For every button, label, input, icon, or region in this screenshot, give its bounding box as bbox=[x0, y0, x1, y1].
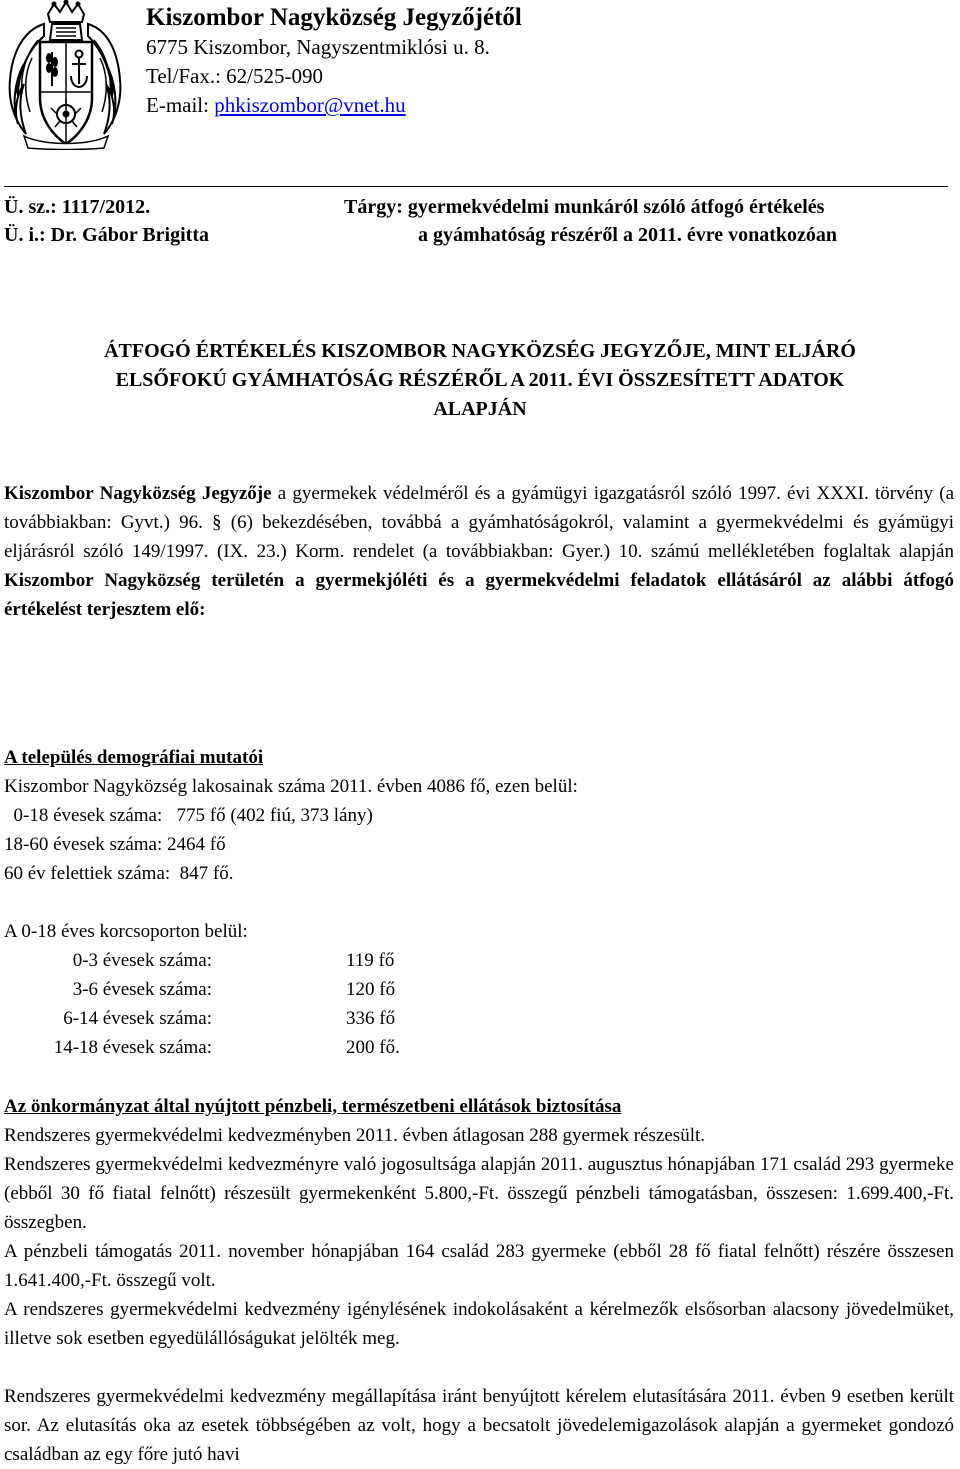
benefits-heading: Az önkormányzat által nyújtott pénzbeli, természetbeni ellátások biztosítása bbox=[4, 1096, 622, 1117]
age-18-60-line: 18-60 évesek száma: 2464 fő bbox=[4, 834, 226, 855]
intro-text: a gyermekek védelméről és a gyámügyi igazgatásról szóló 1997. évi XXXI. törvény (a továbbiakban: Gyvt.) 96. § (6) bekezdésében, továbbá a gyámhatóságokról, valamint a gyermekvédelmi és gyámügyi eljárásról szóló 149/1997. (IX. 23.) Korm. rendelet (a továbbiakban: Gyer.) 10. számú mellékletében foglaltak alapján bbox=[4, 483, 954, 562]
email-label: E-mail: bbox=[146, 93, 215, 117]
title-line-2: ELSŐFOKÚ GYÁMHATÓSÁG RÉSZÉRŐL A 2011. ÉVI ÖSSZESÍTETT ADATOK bbox=[115, 369, 845, 391]
population-line: Kiszombor Nagyközség lakosainak száma 2011. évben 4086 fő, ezen belül: bbox=[4, 776, 578, 797]
subgroup-value: 336 fő bbox=[346, 1008, 396, 1029]
subgroup-value: 120 fő bbox=[346, 979, 396, 1000]
rejection-paragraph: Rendszeres gyermekvédelmi kedvezmény megállapítása iránt benyújtott kérelem elutasítására 2011. évben 9 esetben került sor. Az elutasítás oka az esetek többségében az volt, hogy a becsatolt jövedelemigazolások alapján a gyermeket gondozó családban az egy főre jutó havi bbox=[4, 1386, 954, 1465]
benefits-paragraph-2: Rendszeres gyermekvédelmi kedvezményre való jogosultsága alapján 2011. augusztus hónapjában 171 család 293 gyermeke (ebből 30 fő fiatal felnőtt) részesült gyermekenként 5.800,-Ft. összegű pénzbeli támogatásban, összesen: 1.699.400,-Ft. összegben. bbox=[4, 1154, 954, 1233]
document-title bbox=[0, 337, 960, 424]
case-handler: Ü. i.: Dr. Gábor Brigitta bbox=[4, 224, 209, 246]
intro-paragraph bbox=[4, 479, 954, 624]
intro-bold-end: Kiszombor Nagyközség területén a gyermekjóléti és a gyermekvédelmi feladatok ellátásáról az alábbi átfogó értékelést terjesztem elő: bbox=[4, 570, 954, 620]
reference-number: Ü. sz.: 1117/2012. bbox=[4, 196, 151, 218]
subgroup-value: 119 fő bbox=[346, 950, 395, 971]
benefits-paragraph-1: Rendszeres gyermekvédelmi kedvezményben 2011. évben átlagosan 288 gyermek részesült. bbox=[4, 1125, 705, 1146]
letterhead bbox=[146, 3, 522, 120]
title-line-1: ÁTFOGÓ ÉRTÉKELÉS KISZOMBOR NAGYKÖZSÉG JEGYZŐJE, MINT ELJÁRÓ bbox=[104, 340, 856, 362]
subject-line-2: a gyámhatóság részéről a 2011. évre vonatkozóan bbox=[418, 224, 838, 246]
coat-of-arms-icon bbox=[4, 0, 122, 150]
benefits-paragraph-3: A pénzbeli támogatás 2011. november hónapjában 164 család 283 gyermeke (ebből 28 fő fiatal felnőtt) részére összesen 1.641.400,-Ft. összegű volt. bbox=[4, 1241, 954, 1291]
subgroup-label: 6-14 évesek száma: bbox=[63, 1008, 212, 1029]
office-name: Kiszombor Nagyközség Jegyzőjétől bbox=[146, 4, 522, 31]
benefits-paragraph-4: A rendszeres gyermekvédelmi kedvezmény igénylésének indokolásaként a kérelmezők elsősorban alacsony jövedelmüket, illetve sok esetben egyedülállóságukat jelölték meg. bbox=[4, 1299, 954, 1349]
office-phone: Tel/Fax.: 62/525-090 bbox=[146, 64, 324, 88]
age-60-line: 60 év felettiek száma: 847 fő. bbox=[4, 863, 234, 884]
subject-line-1: Tárgy: gyermekvédelmi munkáról szóló átfogó értékelés bbox=[344, 196, 825, 218]
benefits-section bbox=[4, 1121, 954, 1353]
subgroup-intro: A 0-18 éves korcsoporton belül: bbox=[4, 921, 248, 942]
subgroup-label: 14-18 évesek száma: bbox=[53, 1037, 212, 1058]
age-0-18-line: 0-18 évesek száma: 775 fő (402 fiú, 373 lány) bbox=[4, 805, 373, 826]
title-line-3: ALAPJÁN bbox=[433, 398, 527, 420]
email-link[interactable]: phkiszombor@vnet.hu bbox=[214, 93, 406, 117]
header-divider bbox=[4, 186, 948, 187]
intro-bold-start: Kiszombor Nagyközség Jegyzője bbox=[4, 483, 272, 504]
subgroup-label: 3-6 évesek száma: bbox=[72, 979, 212, 1000]
office-email-line bbox=[146, 91, 522, 120]
office-address: 6775 Kiszombor, Nagyszentmiklósi u. 8. bbox=[146, 35, 490, 59]
demography-heading: A település demográfiai mutatói bbox=[4, 747, 264, 768]
subgroup-value: 200 fő. bbox=[346, 1037, 400, 1058]
subgroup-label: 0-3 évesek száma: bbox=[72, 950, 212, 971]
